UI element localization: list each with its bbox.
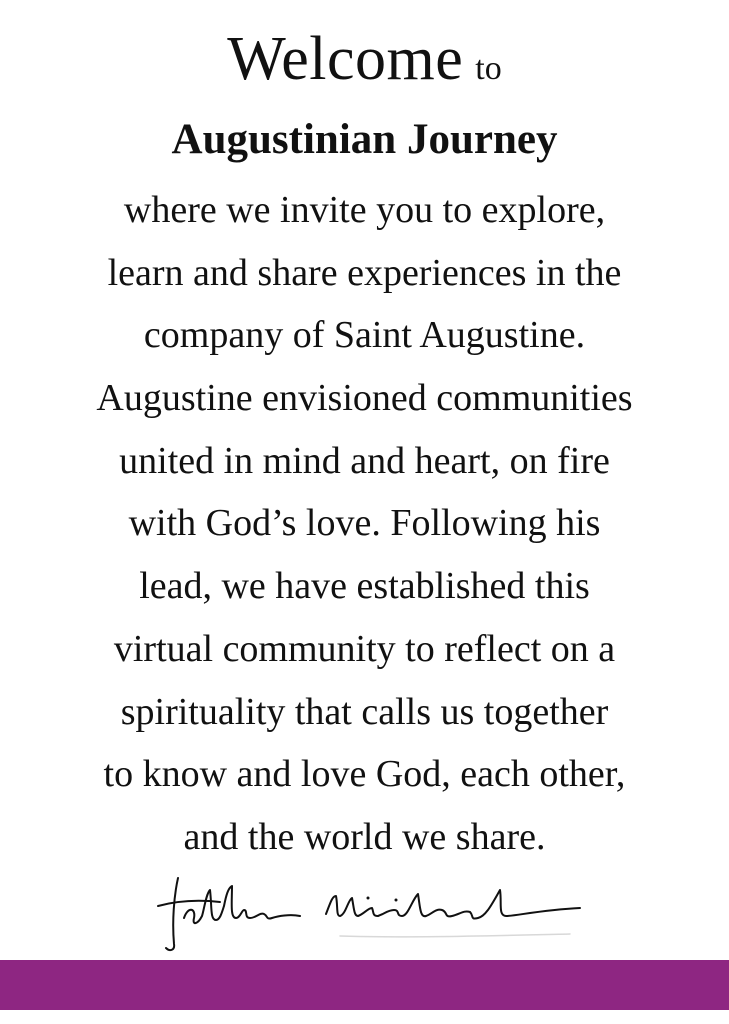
- welcome-message: [0, 185, 729, 875]
- welcome-word: Welcome: [227, 25, 464, 93]
- signature-father-letters-stroke: [184, 886, 300, 923]
- signature-shadow-stroke: [340, 934, 570, 937]
- message-line: company of Saint Augustine.: [143, 314, 586, 357]
- welcome-to-word: to: [475, 50, 502, 87]
- message-line: to know and love God, each other,: [103, 753, 626, 796]
- signature-father-stroke: [166, 878, 178, 950]
- message-line: with God’s love. Following his: [128, 502, 601, 545]
- message-line: Augustine envisioned communities: [96, 377, 633, 420]
- signature-michael-stroke: [326, 890, 580, 919]
- message-line: lead, we have established this: [139, 565, 590, 608]
- message-line: where we invite you to explore,: [123, 189, 606, 231]
- welcome-heading: [0, 25, 729, 93]
- message-line: learn and share experiences in the: [107, 251, 622, 294]
- message-line: virtual community to reflect on a: [113, 627, 616, 670]
- page-title: Augustinian Journey: [171, 116, 558, 163]
- footer-accent-bar: [0, 960, 729, 1010]
- handwritten-signature: [140, 866, 620, 956]
- signature-dot: [367, 897, 370, 900]
- signature-dot: [395, 899, 398, 902]
- message-line: spirituality that calls us together: [120, 690, 609, 733]
- message-line: and the world we share.: [183, 815, 546, 858]
- message-line: united in mind and heart, on fire: [119, 439, 610, 482]
